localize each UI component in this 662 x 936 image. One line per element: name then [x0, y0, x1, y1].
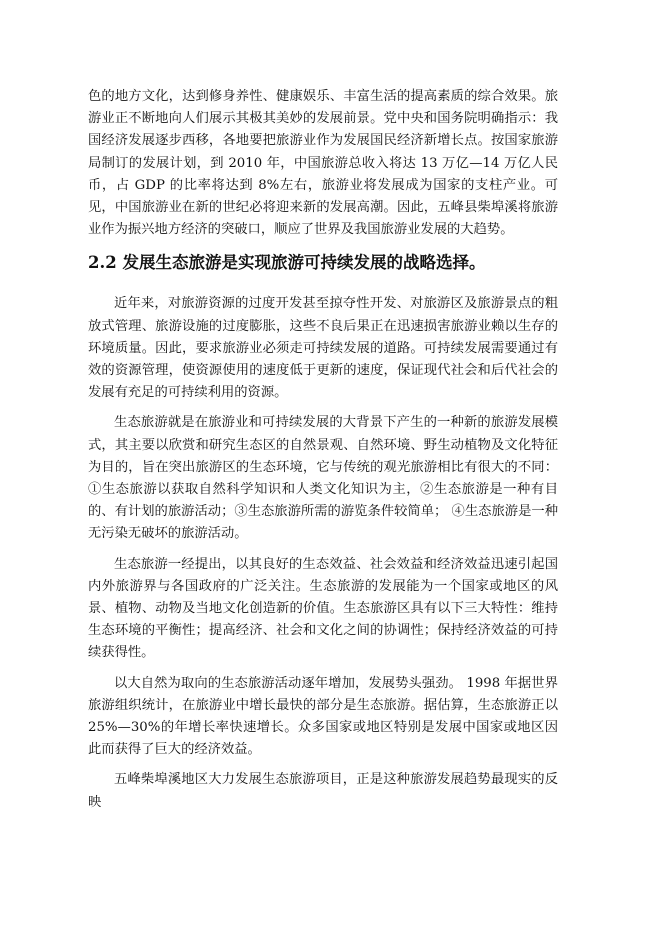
paragraph-1: 近年来，对旅游资源的过度开发甚至掠夺性开发、对旅游区及旅游景点的粗放式管理、旅游设施的过度膨胀，这些不良后果正在迅速损害旅游业赖以生存的环境质量。因此，要求旅游业必须走可持续发展的道路。可持续发展需要通过有效的资源管理，使资源使用的速度低于更新的速度，保证现代社会和后代社会的发展有充足的可持续利用的资源。: [88, 296, 558, 401]
paragraph-5: 五峰柴埠溪地区大力发展生态旅游项目，正是这种旅游发展趋势最现实的反映: [88, 772, 558, 810]
document-page: [88, 86, 558, 814]
paragraph-3: 生态旅游一经提出，以其良好的生态效益、社会效益和经济效益迅速引起国内外旅游界与各国政府的广泛关注。生态旅游的发展能为一个国家或地区的风景、植物、动物及当地文化创造新的价值。生态旅游区具有以下三大特性：维持生态环境的平衡性；提高经济、社会和文化之间的协调性；保持经济效益的可持续获得性。: [88, 556, 558, 661]
paragraph-2: 生态旅游就是在旅游业和可持续发展的大背景下产生的一种新的旅游发展模式，其主要以欣赏和研究生态区的自然景观、自然环境、野生动植物及文化特征为目的，旨在突出旅游区的生态环境，它与传统的观光旅游相比有很大的不同： ①生态旅游以获取自然科学知识和人类文化知识为主，②生态旅游是一种有目的、有计划的旅游活动；③生态旅游所需的游览条件较简单； ④生态旅游是一种无污染无破坏的旅游活动。: [88, 415, 558, 542]
paragraph-4: 以大自然为取向的生态旅游活动逐年增加，发展势头强劲。 1998 年据世界旅游组织统计，在旅游业中增长最快的部分是生态旅游。据估算，生态旅游正以 25%—30%的年增长率快速增长。众多国家或地区特别是发展中国家或地区因此而获得了巨大的经济效益。: [88, 675, 558, 758]
section-heading: 2.2 发展生态旅游是实现旅游可持续发展的战略选择。: [88, 253, 486, 273]
paragraph-intro: 色的地方文化，达到修身养性、健康娱乐、丰富生活的提高素质的综合效果。旅游业正不断地向人们展示其极其美妙的发展前景。党中央和国务院明确指示：我国经济发展逐步西移，各地要把旅游业作为发展国民经济新增长点。按国家旅游局制订的发展计划，到 2010 年，中国旅游总收入将达 13 万亿—14 万亿人民币，占 GDP 的比率将达到 8%左右，旅游业将发展成为国家的支柱产业。可见，中国旅游业在新的世纪必将迎来新的发展高潮。因此，五峰县柴埠溪将旅游业作为振兴地方经济的突破口，顺应了世界及我国旅游业发展的大趋势。: [88, 89, 558, 238]
